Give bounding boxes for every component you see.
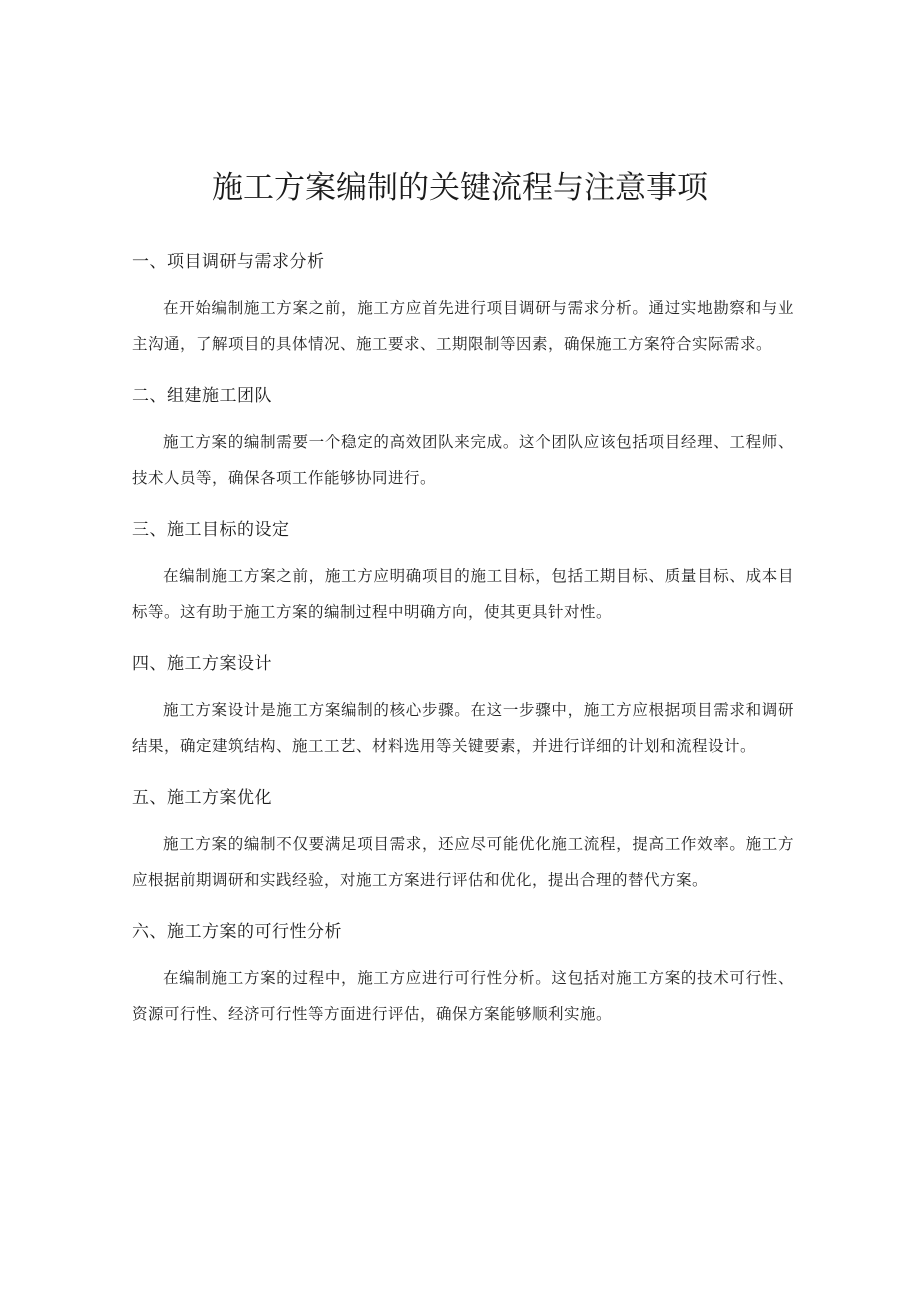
section-heading: 五、施工方案优化 bbox=[132, 788, 272, 808]
section-6 bbox=[132, 918, 794, 1032]
section-2 bbox=[132, 382, 794, 516]
section-4 bbox=[132, 650, 794, 784]
document-sections bbox=[132, 248, 794, 1032]
section-heading: 一、项目调研与需求分析 bbox=[132, 252, 325, 272]
section-paragraph: 施工方案设计是施工方案编制的核心步骤。在这一步骤中，施工方应根据项目需求和调研结果，确定建筑结构、施工工艺、材料选用等关键要素，并进行详细的计划和流程设计。 bbox=[132, 701, 794, 755]
section-paragraph: 在开始编制施工方案之前，施工方应首先进行项目调研与需求分析。通过实地勘察和与业主沟通，了解项目的具体情况、施工要求、工期限制等因素，确保施工方案符合实际需求。 bbox=[132, 299, 794, 353]
section-5 bbox=[132, 784, 794, 918]
section-paragraph: 施工方案的编制不仅要满足项目需求，还应尽可能优化施工流程，提高工作效率。施工方应根据前期调研和实践经验，对施工方案进行评估和优化，提出合理的替代方案。 bbox=[132, 835, 794, 889]
document-title: 施工方案编制的关键流程与注意事项 bbox=[212, 170, 708, 206]
section-1 bbox=[132, 248, 794, 382]
section-heading: 六、施工方案的可行性分析 bbox=[132, 922, 342, 942]
section-3 bbox=[132, 516, 794, 650]
section-heading: 二、组建施工团队 bbox=[132, 386, 272, 406]
section-paragraph: 在编制施工方案的过程中，施工方应进行可行性分析。这包括对施工方案的技术可行性、资源可行性、经济可行性等方面进行评估，确保方案能够顺利实施。 bbox=[132, 969, 794, 1023]
section-paragraph: 施工方案的编制需要一个稳定的高效团队来完成。这个团队应该包括项目经理、工程师、技术人员等，确保各项工作能够协同进行。 bbox=[132, 433, 794, 487]
section-heading: 三、施工目标的设定 bbox=[132, 520, 290, 540]
section-heading: 四、施工方案设计 bbox=[132, 654, 272, 674]
section-paragraph: 在编制施工方案之前，施工方应明确项目的施工目标，包括工期目标、质量目标、成本目标等。这有助于施工方案的编制过程中明确方向，使其更具针对性。 bbox=[132, 567, 794, 621]
